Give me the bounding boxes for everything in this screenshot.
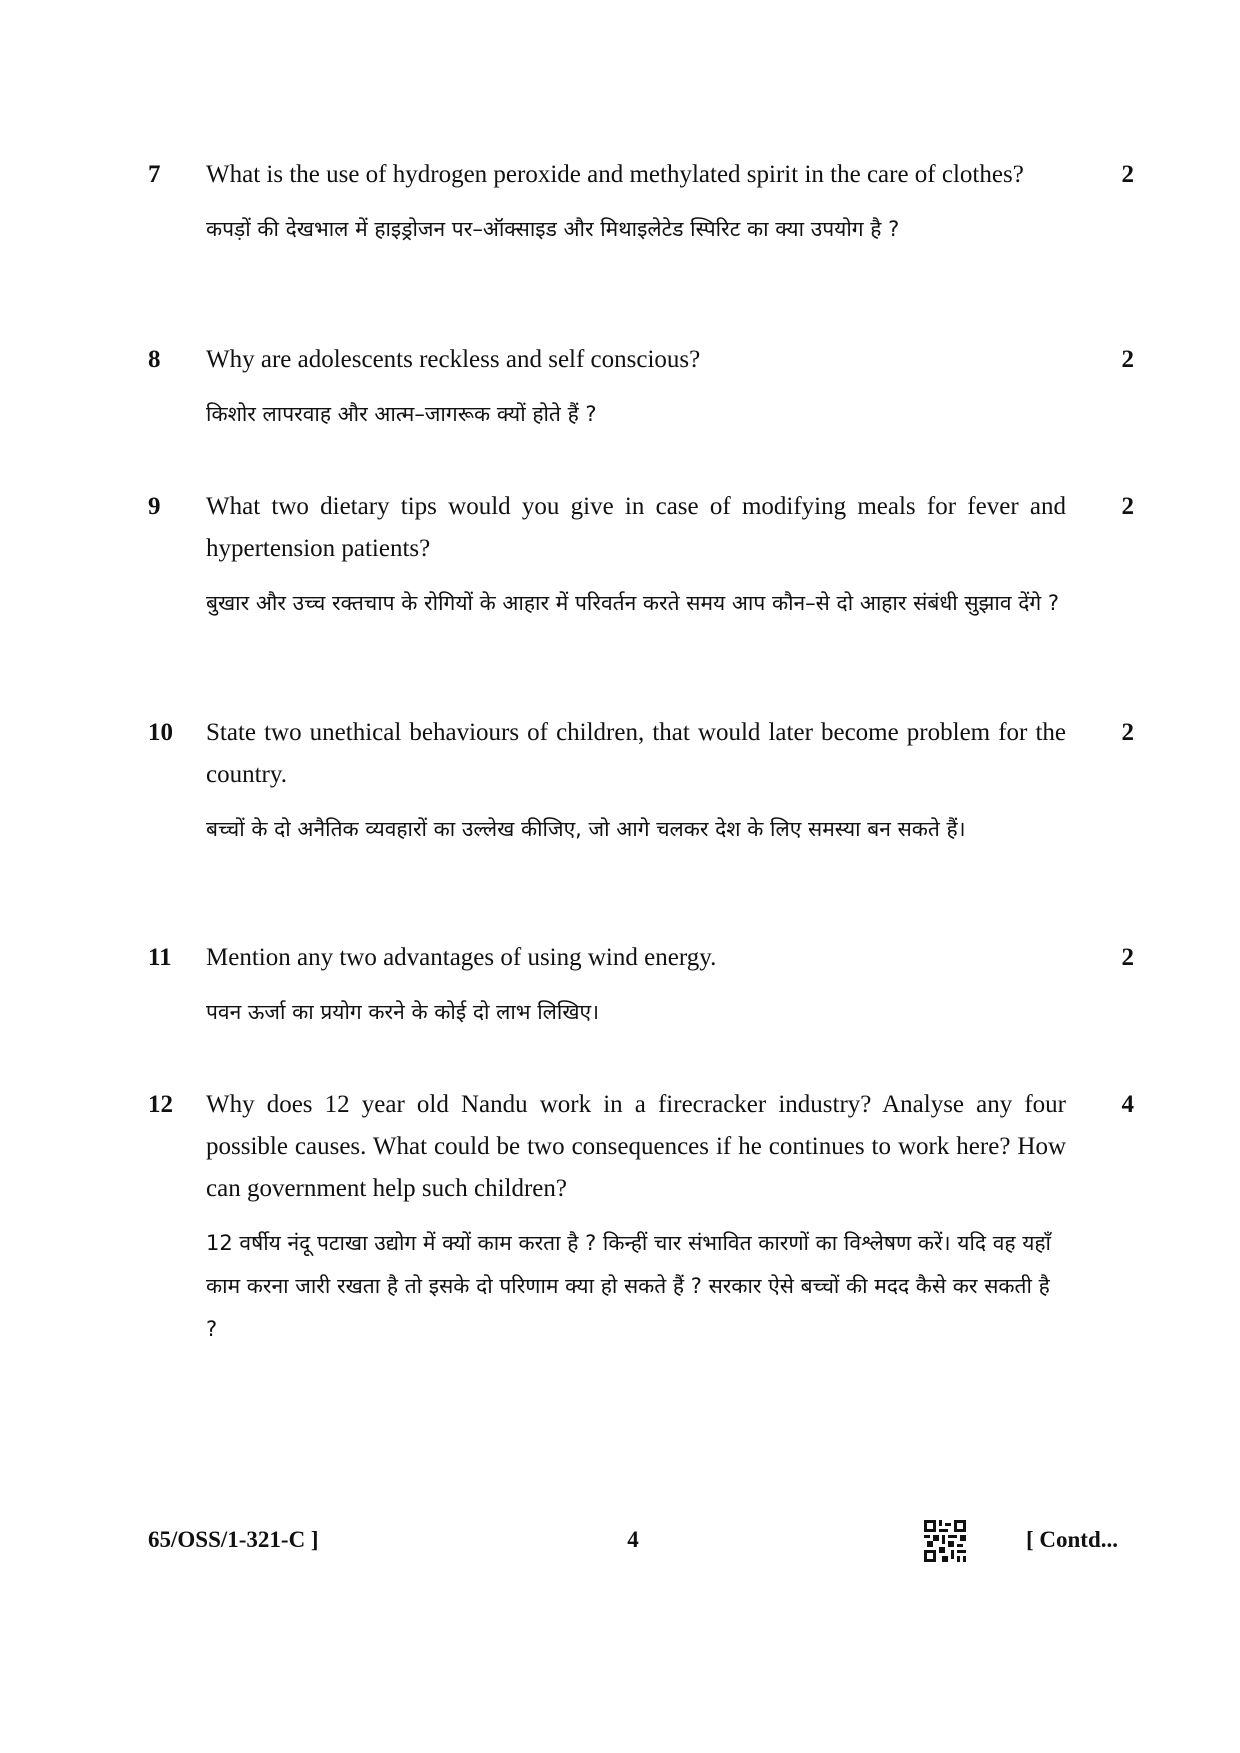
question-text-hindi: 12 वर्षीय नंदू पटाखा उद्योग में क्यों काम करता है ? किन्हीं चार संभावित कारणों का विश्लेषण करें। यदि वह यहाँ काम करना जारी रखता है तो इसके दो परिणाम क्या हो सकते हैं ? सरकार ऐसे बच्चों की मदद कैसे कर सकती है ? [206,1231,1051,1341]
question-text-english: Why does 12 year old Nandu work in a firecracker industry? Analyse any four possible causes. What could be two consequences if he continues to work here? How can government help such children? [206,1091,1066,1202]
qr-code-icon [924,1520,966,1562]
question-text-hindi: पवन ऊर्जा का प्रयोग करने के कोई दो लाभ लिखिए। [206,1000,600,1024]
question-number: 11 [148,944,172,971]
question-text-english: Mention any two advantages of using wind energy. [206,944,717,971]
question-number: 12 [148,1091,173,1118]
question-marks: 2 [1121,944,1134,971]
question-number: 7 [148,161,161,188]
question-marks: 4 [1121,1091,1134,1118]
question-text-hindi: बच्चों के दो अनैतिक व्यवहारों का उल्लेख कीजिए, जो आगे चलकर देश के लिए समस्या बन सकते हैं। [206,817,966,841]
question-marks: 2 [1121,493,1134,520]
paper-code: 65/OSS/1-321-C ] [148,1527,319,1552]
question-marks: 2 [1121,346,1134,373]
question-marks: 2 [1121,719,1134,746]
question-body [206,712,1066,851]
question-body [206,1084,1066,1351]
question-marks: 2 [1121,161,1134,188]
question-text-english: What is the use of hydrogen peroxide and methylated spirit in the care of clothes? [206,161,1024,188]
question-body [206,937,1066,1034]
continued-label: [ Contd... [1025,1527,1118,1552]
page-number: 4 [627,1527,639,1552]
question-body [206,486,1066,625]
question-text-hindi: कपड़ों की देखभाल में हाइड्रोजन पर–ऑक्साइड और मिथाइलेटेड स्पिरिट का क्या उपयोग है ? [206,217,900,241]
question-body [206,154,1066,251]
question-text-english: What two dietary tips would you give in case of modifying meals for fever and hypertension patients? [206,493,1066,562]
question-text-hindi: बुखार और उच्च रक्तचाप के रोगियों के आहार में परिवर्तन करते समय आप कौन–से दो आहार संबंधी सुझाव देंगे ? [206,591,1060,615]
question-body [206,339,1066,436]
question-text-english: State two unethical behaviours of children, that would later become problem for the country. [206,719,1066,788]
question-number: 10 [148,719,173,746]
question-text-hindi: किशोर लापरवाह और आत्म–जागरूक क्यों होते हैं ? [206,402,597,426]
question-number: 8 [148,346,161,373]
page-footer [148,1520,1118,1564]
question-text-english: Why are adolescents reckless and self conscious? [206,346,701,373]
question-number: 9 [148,493,161,520]
